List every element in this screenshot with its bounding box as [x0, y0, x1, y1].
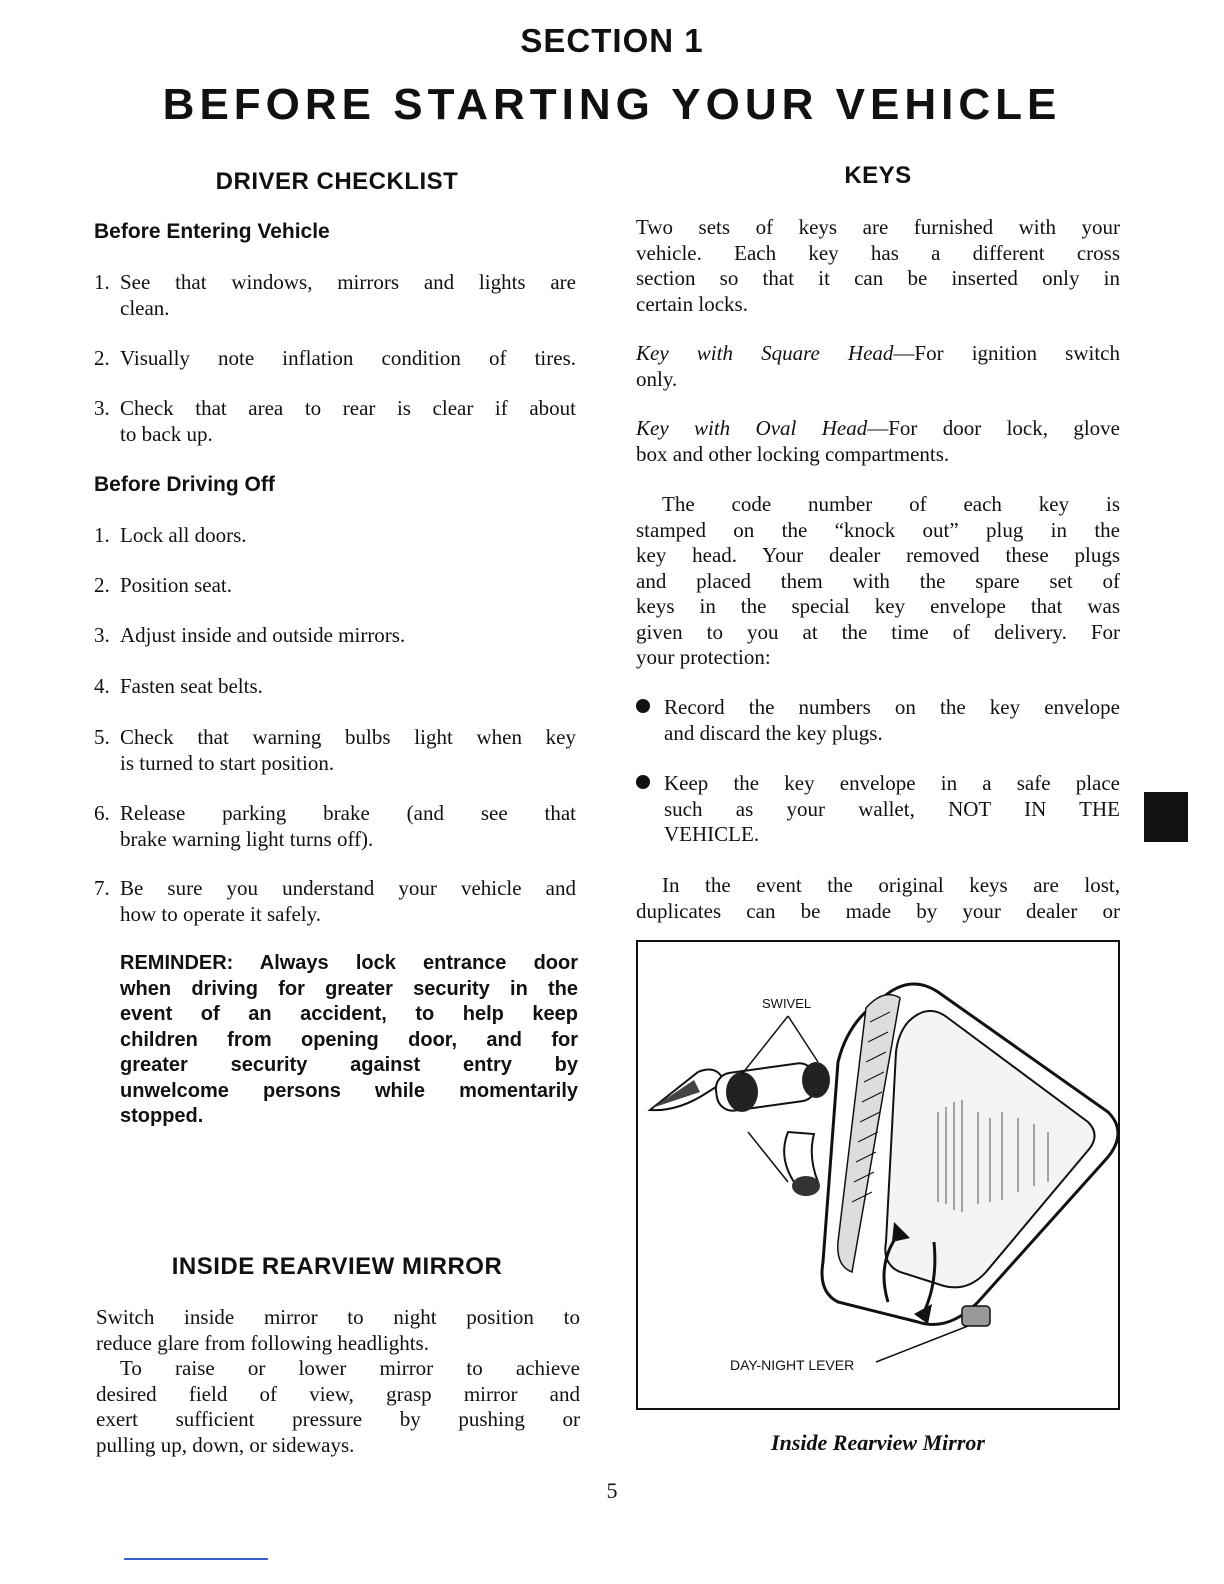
item-number: 3.	[94, 396, 110, 420]
code-number-paragraph	[636, 492, 1120, 671]
item-number: 7.	[94, 876, 110, 900]
driving-item-3	[94, 623, 405, 649]
mirror-line: reduce glare from following headlights.	[96, 1330, 429, 1355]
bullet-line: Record the numbers on the key envelope	[664, 695, 1120, 719]
item-line: clean.	[120, 295, 170, 320]
driving-item-2	[94, 573, 232, 599]
item-line: Check that area to rear is clear if about	[120, 396, 576, 420]
footer-rule	[124, 1558, 268, 1560]
item-line: to back up.	[120, 421, 213, 446]
mirror-line: To raise or lower mirror to achieve	[120, 1356, 580, 1380]
oval-key-text: —For door lock, glove	[867, 416, 1120, 440]
event-paragraph	[636, 873, 1120, 924]
keys-heading: KEYS	[844, 162, 912, 189]
item-line: Adjust inside and outside mirrors.	[120, 623, 406, 647]
item-line: Position seat.	[120, 573, 233, 597]
item-number: 5.	[94, 725, 110, 749]
driving-item-6	[94, 801, 576, 852]
reminder-line: when driving for greater security in the	[120, 977, 578, 1000]
mirror-illustration	[638, 942, 1118, 1408]
bullet-keep-envelope	[636, 771, 1120, 848]
square-key-paragraph	[636, 341, 1120, 392]
driving-item-4	[94, 674, 263, 700]
square-key-line	[636, 341, 1120, 367]
swivel-pointer	[748, 1132, 788, 1182]
item-line: Release parking brake (and see that	[120, 801, 576, 825]
item-line: Lock all doors.	[120, 523, 247, 547]
swivel-joint-left	[726, 1072, 758, 1112]
page-number: 5	[606, 1478, 618, 1503]
swivel-label: SWIVEL	[762, 996, 812, 1011]
item-line: Visually note inflation condition of tires.	[120, 346, 576, 370]
mirror-line: pulling up, down, or sideways.	[96, 1432, 355, 1457]
item-number: 4.	[94, 674, 110, 698]
item-number: 6.	[94, 801, 110, 825]
code-line: keys in the special key envelope that was	[636, 594, 1120, 618]
keys-intro	[636, 215, 1120, 317]
mirror-paragraph-1	[96, 1305, 580, 1356]
driving-item-5	[94, 725, 576, 776]
reminder-line: children from opening door, and for	[120, 1028, 578, 1051]
item-number: 3.	[94, 623, 110, 647]
item-number: 2.	[94, 573, 110, 597]
lower-arm	[784, 1132, 818, 1182]
item-line: how to operate it safely.	[120, 901, 321, 926]
bullet-line: Keep the key envelope in a safe place	[664, 771, 1120, 795]
reminder-line: stopped.	[120, 1105, 204, 1127]
keys-line: vehicle. Each key has a different cross	[636, 240, 1120, 265]
keys-line: section so that it can be inserted only in	[636, 266, 1120, 290]
event-line: In the event the original keys are lost,	[662, 873, 1120, 897]
item-line: brake warning light turns off).	[120, 826, 374, 851]
driving-item-7	[94, 876, 576, 927]
day-night-lever	[962, 1306, 990, 1326]
bullet-line: and discard the key plugs.	[664, 720, 883, 745]
square-key-line: only.	[636, 366, 678, 391]
square-key-label: Key with Square Head	[636, 341, 894, 365]
oval-key-line	[636, 416, 1120, 442]
bullet-line: such as your wallet, NOT IN THE	[664, 796, 1120, 821]
page-title: BEFORE STARTING YOUR VEHICLE	[162, 80, 1062, 129]
lever-pointer	[876, 1326, 968, 1362]
item-number: 1.	[94, 270, 110, 294]
entering-item-2	[94, 346, 576, 372]
bullet-line: VEHICLE.	[664, 822, 760, 846]
square-key-text: —For ignition switch	[893, 341, 1120, 365]
swivel-pointer	[788, 1016, 818, 1062]
item-number: 2.	[94, 346, 110, 370]
entering-item-1	[94, 270, 576, 321]
reminder-line: unwelcome persons while momentarily	[120, 1079, 578, 1102]
item-line: Be sure you understand your vehicle and	[120, 876, 576, 900]
item-line: Fasten seat belts.	[120, 674, 263, 698]
driver-checklist-heading: DRIVER CHECKLIST	[215, 168, 459, 195]
mirror-paragraph-2	[96, 1356, 580, 1458]
swivel-joint-right	[802, 1062, 830, 1098]
oval-key-paragraph	[636, 416, 1120, 467]
code-line: given to you at the time of delivery. For	[636, 619, 1120, 644]
reminder-note	[120, 951, 578, 1130]
inside-mirror-heading: INSIDE REARVIEW MIRROR	[171, 1253, 503, 1280]
entering-item-3	[94, 396, 576, 447]
mirror-line: Switch inside mirror to night position to	[96, 1305, 580, 1329]
mirror-line: desired field of view, grasp mirror and	[96, 1381, 580, 1406]
bullet-record-numbers	[636, 695, 1120, 746]
reminder-line: greater security against entry by	[120, 1054, 578, 1076]
reminder-line: event of an accident, to help keep	[120, 1003, 578, 1025]
code-line: stamped on the “knock out” plug in the	[636, 517, 1120, 542]
item-line: is turned to start position.	[120, 750, 335, 775]
driving-item-1	[94, 523, 247, 549]
code-line: The code number of each key is	[662, 492, 1120, 516]
item-number: 1.	[94, 523, 110, 547]
oval-key-label: Key with Oval Head	[636, 416, 868, 440]
figure-caption: Inside Rearview Mirror	[771, 1430, 985, 1455]
mirror-figure	[636, 940, 1120, 1410]
before-driving-heading: Before Driving Off	[94, 473, 275, 496]
reminder-line: REMINDER: Always lock entrance door	[120, 952, 578, 974]
item-line: See that windows, mirrors and lights are	[120, 270, 576, 294]
bullet-icon	[636, 775, 650, 789]
item-line: Check that warning bulbs light when key	[120, 725, 576, 749]
keys-line: Two sets of keys are furnished with your	[636, 215, 1120, 239]
lower-arm-end	[792, 1176, 820, 1196]
bullet-icon	[636, 699, 650, 713]
before-entering-heading: Before Entering Vehicle	[94, 220, 330, 243]
oval-key-line: box and other locking compartments.	[636, 441, 950, 466]
code-line: and placed them with the spare set of	[636, 568, 1120, 593]
code-line: key head. Your dealer removed these plugs	[636, 543, 1120, 567]
section-label: SECTION 1	[520, 22, 704, 59]
section-tab-marker	[1144, 792, 1188, 842]
event-line: duplicates can be made by your dealer or	[636, 898, 1120, 923]
keys-line: certain locks.	[636, 291, 748, 316]
mirror-line: exert sufficient pressure by pushing or	[96, 1407, 580, 1431]
day-night-lever-label: DAY-NIGHT LEVER	[730, 1357, 855, 1373]
code-line: your protection:	[636, 645, 771, 669]
